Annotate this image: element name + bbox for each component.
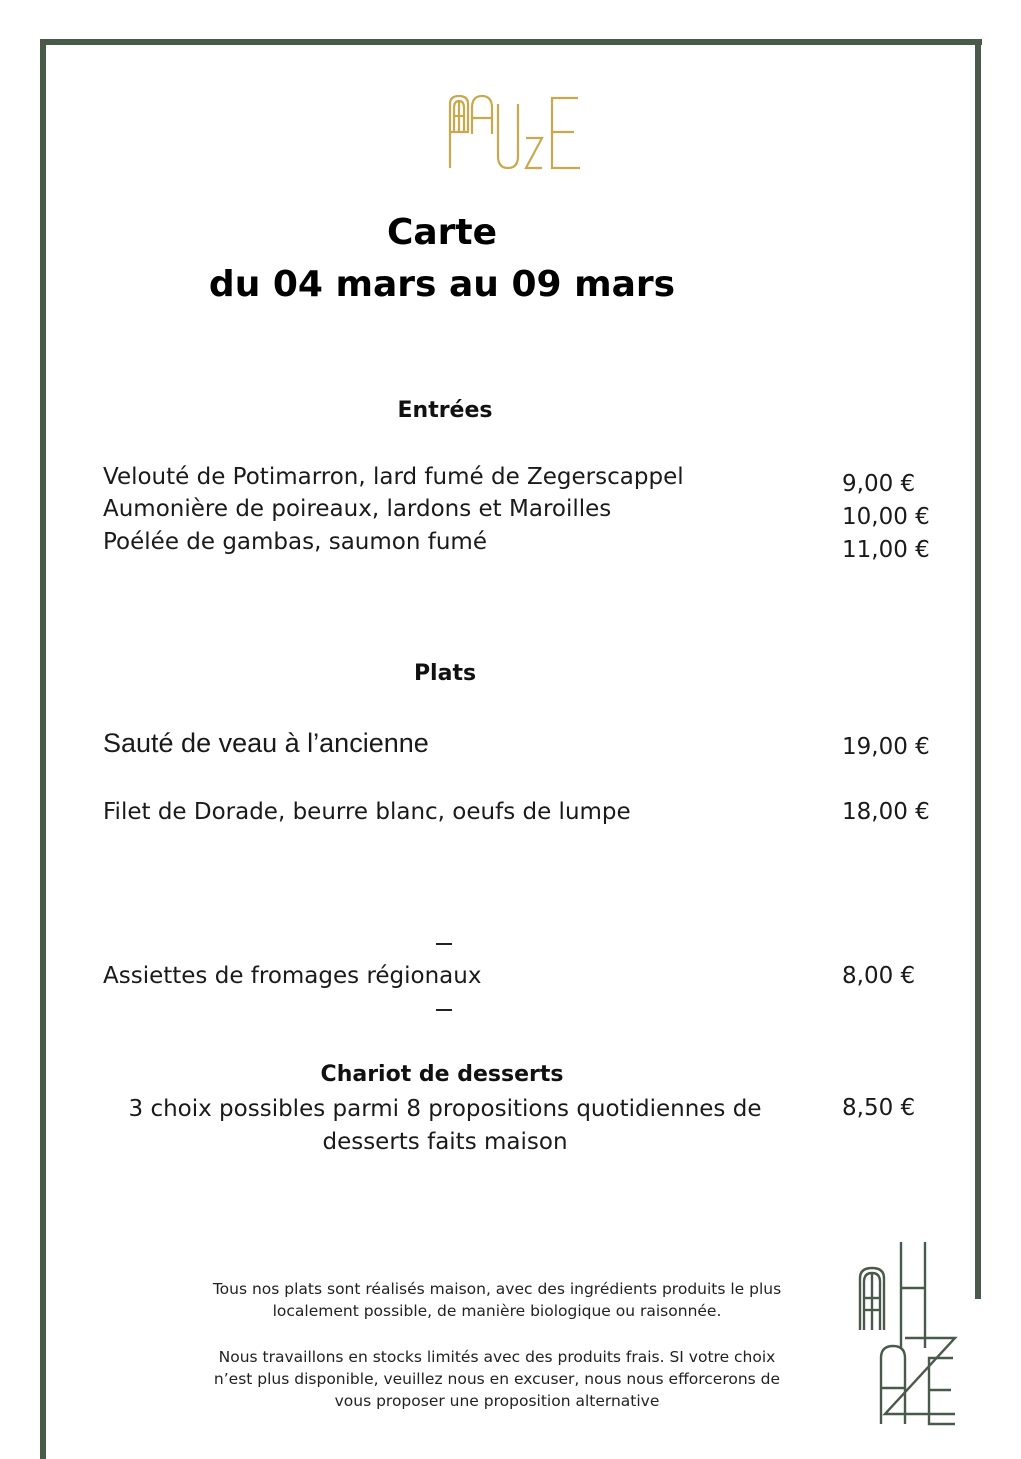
menu-item-price: 18,00 €	[842, 799, 930, 825]
menu-date-range: du 04 mars au 09 mars	[208, 264, 676, 305]
menu-item-price: 8,00 €	[842, 963, 916, 989]
section-heading-entrees: Entrées	[397, 398, 493, 423]
menu-item-name: Velouté de Potimarron, lard fumé de Zegerscappel	[103, 464, 684, 490]
menu-item-price: 11,00 €	[842, 537, 930, 563]
menu-item-name: Assiettes de fromages régionaux	[103, 963, 482, 989]
section-heading-desserts: Chariot de desserts	[320, 1062, 564, 1087]
menu-item-name: Sauté de veau à l’ancienne	[103, 728, 429, 758]
footer-note-stock: Nous travaillons en stocks limités avec des produits frais. SI votre choix n’est plus disponible, veuillez nous en excuser, nous nous efforcerons de vous proposer une proposition alternative	[213, 1348, 781, 1410]
pauze-corner-logo	[855, 1238, 965, 1428]
menu-item-name: Aumonière de poireaux, lardons et Maroilles	[103, 496, 612, 522]
separator-dash	[436, 943, 452, 945]
section-heading-plats: Plats	[413, 661, 477, 686]
menu-title: Carte	[386, 212, 498, 253]
page-frame-right	[975, 39, 981, 1299]
menu-item-name: Poélée de gambas, saumon fumé	[103, 529, 487, 555]
menu-item-price: 9,00 €	[842, 471, 916, 497]
separator-dash	[436, 1009, 452, 1011]
pauze-logo	[446, 94, 586, 170]
menu-item-price: 10,00 €	[842, 504, 930, 530]
menu-item-name: Filet de Dorade, beurre blanc, oeufs de lumpe	[103, 799, 631, 825]
menu-item-price: 8,50 €	[842, 1095, 916, 1121]
footer-note-homemade: Tous nos plats sont réalisés maison, avec des ingrédients produits le plus localement possible, de manière biologique ou raisonnée.	[212, 1280, 782, 1320]
desserts-description: 3 choix possibles parmi 8 propositions quotidiennes de desserts faits maison	[128, 1096, 762, 1155]
menu-item-price: 19,00 €	[842, 734, 930, 760]
